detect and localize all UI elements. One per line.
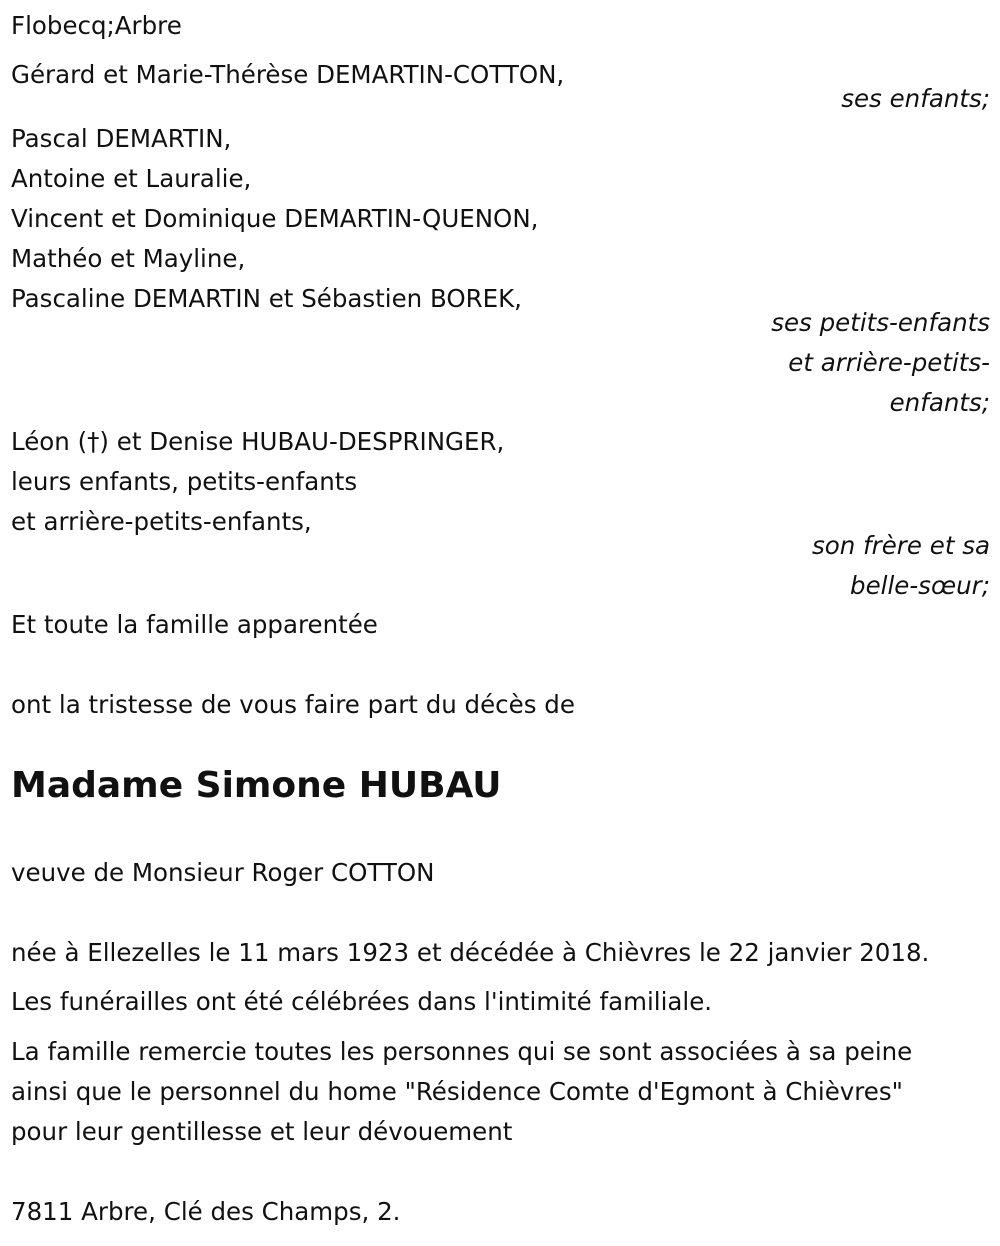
grandchild-line: Mathéo et Mayline, [11, 244, 246, 273]
funeral-info: Les funérailles ont été célébrées dans l'intimité familiale. [11, 987, 713, 1016]
sibling-line: leurs enfants, petits-enfants [11, 467, 358, 496]
announcement-intro: ont la tristesse de vous faire part du décès de [11, 690, 575, 719]
grandchildren-role: ses petits-enfants [771, 308, 990, 337]
thanks-line: La famille remercie toutes les personnes qui se sont associées à sa peine [11, 1037, 913, 1066]
siblings-role: belle-sœur; [850, 571, 990, 600]
address: 7811 Arbre, Clé des Champs, 2. [11, 1197, 401, 1226]
extended-family: Et toute la famille apparentée [11, 610, 378, 639]
sibling-line: et arrière-petits-enfants, [11, 507, 312, 536]
thanks-line: ainsi que le personnel du home "Résidence Comte d'Egmont à Chièvres" [11, 1077, 903, 1106]
grandchild-line: Antoine et Lauralie, [11, 164, 252, 193]
grandchild-line: Pascal DEMARTIN, [11, 124, 232, 153]
location-header: Flobecq;Arbre [11, 11, 182, 40]
children-role: ses enfants; [841, 84, 990, 113]
grandchildren-role: et arrière-petits- [788, 348, 990, 377]
grandchildren-role: enfants; [889, 388, 990, 417]
grandchild-line: Pascaline DEMARTIN et Sébastien BOREK, [11, 284, 522, 313]
grandchild-line: Vincent et Dominique DEMARTIN-QUENON, [11, 204, 539, 233]
sibling-line: Léon (†) et Denise HUBAU-DESPRINGER, [11, 427, 505, 456]
thanks-line: pour leur gentillesse et leur dévouement [11, 1117, 513, 1146]
birth-death-dates: née à Ellezelles le 11 mars 1923 et décédée à Chièvres le 22 janvier 2018. [11, 938, 930, 967]
widow-of: veuve de Monsieur Roger COTTON [11, 858, 435, 887]
children-names: Gérard et Marie-Thérèse DEMARTIN-COTTON, [11, 60, 565, 89]
deceased-name: Madame Simone HUBAU [11, 765, 502, 806]
siblings-role: son frère et sa [811, 531, 990, 560]
